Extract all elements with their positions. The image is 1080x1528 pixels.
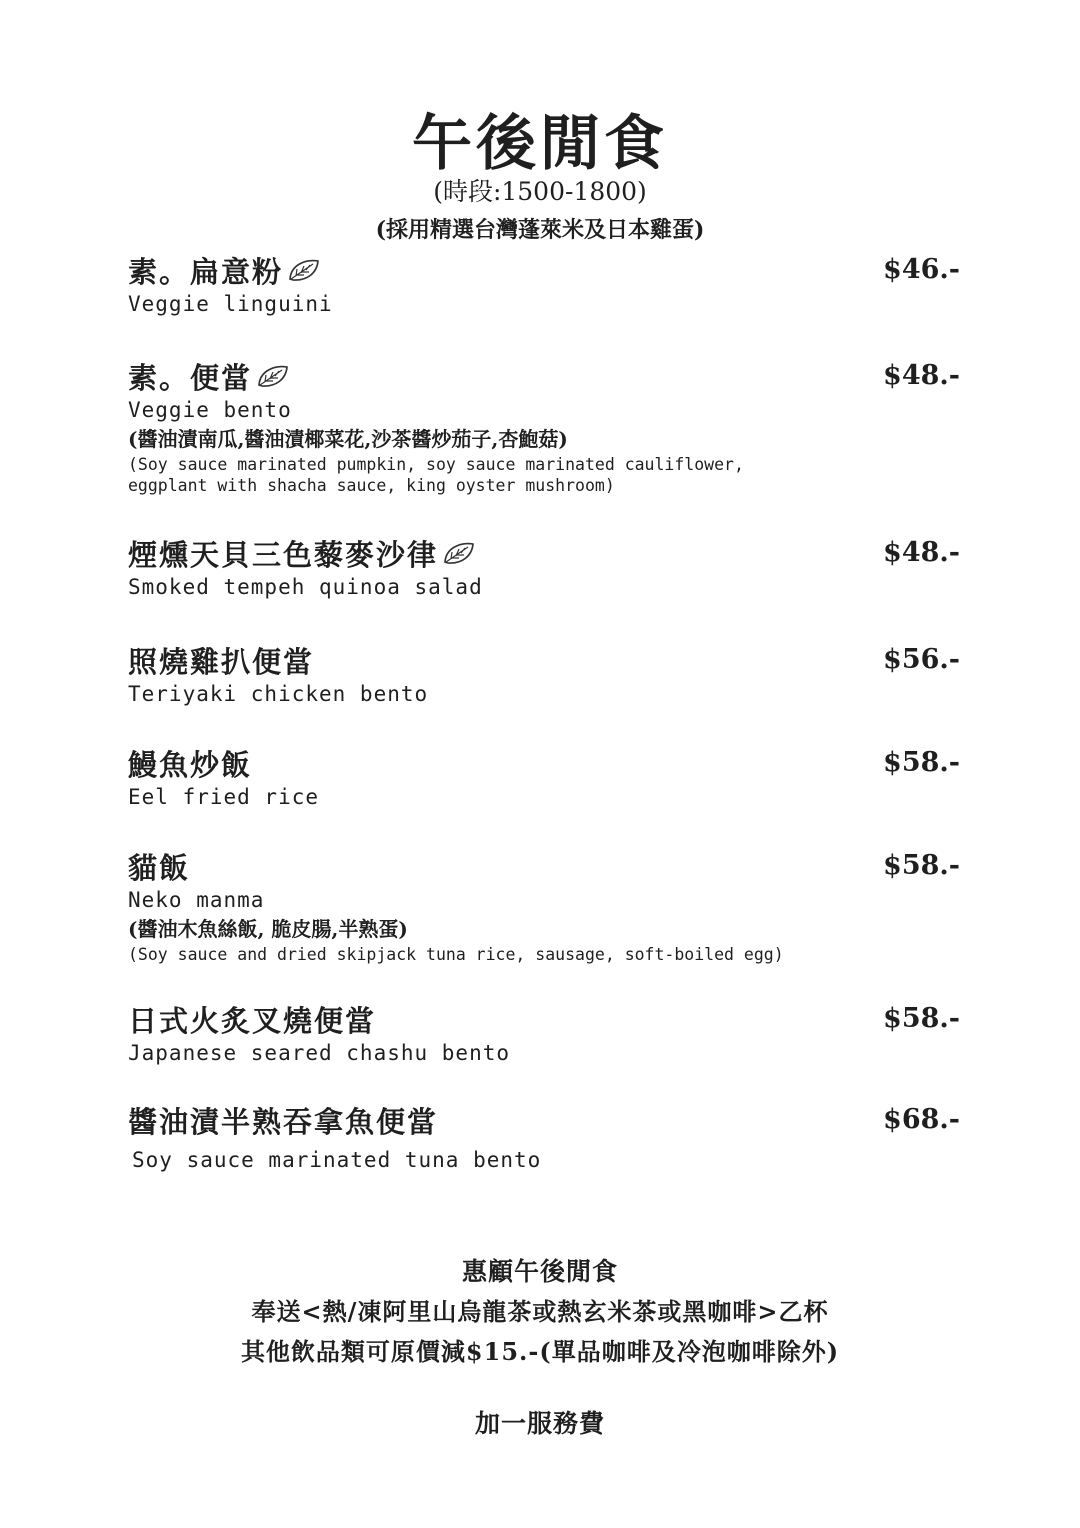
- item-name-en: Japanese seared chashu bento: [128, 1041, 511, 1065]
- item-name-zh: 日式火炙叉燒便當: [128, 1003, 377, 1038]
- item-name-en: Eel fried rice: [128, 785, 320, 809]
- promo-title: 惠顧午後閒食: [461, 1257, 618, 1286]
- item-name-zh: 醬油漬半熟吞拿魚便當: [128, 1104, 439, 1139]
- item-detail-en: (Soy sauce marinated pumpkin, soy sauce marinated cauliflower,: [128, 455, 744, 474]
- item-name-zh: 鰻魚炒飯: [128, 747, 253, 782]
- item-name-zh: 貓飯: [128, 850, 191, 885]
- menu-item-seared-chashu: [128, 999, 968, 1067]
- item-name-en: Veggie bento: [128, 398, 292, 422]
- item-name-en: Veggie linguini: [128, 292, 333, 316]
- service-charge: 加一服務費: [474, 1409, 605, 1438]
- promo-line-2: 其他飲品類可原價減$15.-(單品咖啡及冷泡咖啡除外): [240, 1337, 840, 1366]
- item-name-zh: 照燒雞扒便當: [128, 644, 315, 679]
- menu-item-teriyaki-chicken: [128, 640, 968, 708]
- item-name-en: Teriyaki chicken bento: [128, 682, 429, 706]
- item-detail-en: eggplant with shacha sauce, king oyster mushroom): [128, 476, 615, 495]
- item-price: $48.-: [883, 537, 960, 568]
- item-price: $58.-: [883, 850, 960, 881]
- page-title: 午後閒食: [412, 109, 668, 179]
- item-name-zh: 煙燻天貝三色藜麥沙律: [128, 537, 439, 572]
- menu-item-tuna-bento: [128, 1100, 968, 1174]
- promo-line-1: 奉送<熱/凍阿里山烏龍茶或熱玄米茶或黑咖啡>乙杯: [251, 1297, 829, 1326]
- item-name-en: Neko manma: [128, 888, 265, 912]
- veggie-leaf-icon: [256, 363, 290, 389]
- item-price: $68.-: [883, 1104, 960, 1135]
- item-detail-en: (Soy sauce and dried skipjack tuna rice, sausage, soft-boiled egg): [128, 945, 784, 964]
- item-price: $56.-: [883, 644, 960, 675]
- item-name-en: Soy sauce marinated tuna bento: [132, 1148, 542, 1172]
- item-price: $48.-: [883, 360, 960, 391]
- item-price: $46.-: [883, 254, 960, 285]
- menu-item-neko-manma: [128, 846, 968, 965]
- ingredient-note: (採用精選台灣蓬萊米及日本雞蛋): [375, 217, 705, 243]
- item-name-zh: 素。扁意粉: [128, 254, 284, 289]
- item-detail-zh: (醬油漬南瓜,醬油漬椰菜花,沙茶醬炒茄子,杏鮑菇): [128, 427, 568, 451]
- time-period: (時段:1500-1800): [433, 177, 647, 206]
- item-price: $58.-: [883, 747, 960, 778]
- item-detail-zh: (醬油木魚絲飯, 脆皮腸,半熟蛋): [128, 917, 408, 941]
- veggie-leaf-icon: [442, 540, 476, 566]
- item-name-zh: 素。便當: [128, 360, 253, 395]
- menu-item-veggie-bento: [128, 356, 968, 496]
- menu-item-tempeh-salad: [128, 533, 968, 601]
- menu-item-eel-fried-rice: [128, 743, 968, 811]
- item-name-en: Smoked tempeh quinoa salad: [128, 575, 483, 599]
- menu-item-veggie-linguini: [128, 250, 968, 318]
- item-price: $58.-: [883, 1003, 960, 1034]
- veggie-leaf-icon: [287, 257, 321, 283]
